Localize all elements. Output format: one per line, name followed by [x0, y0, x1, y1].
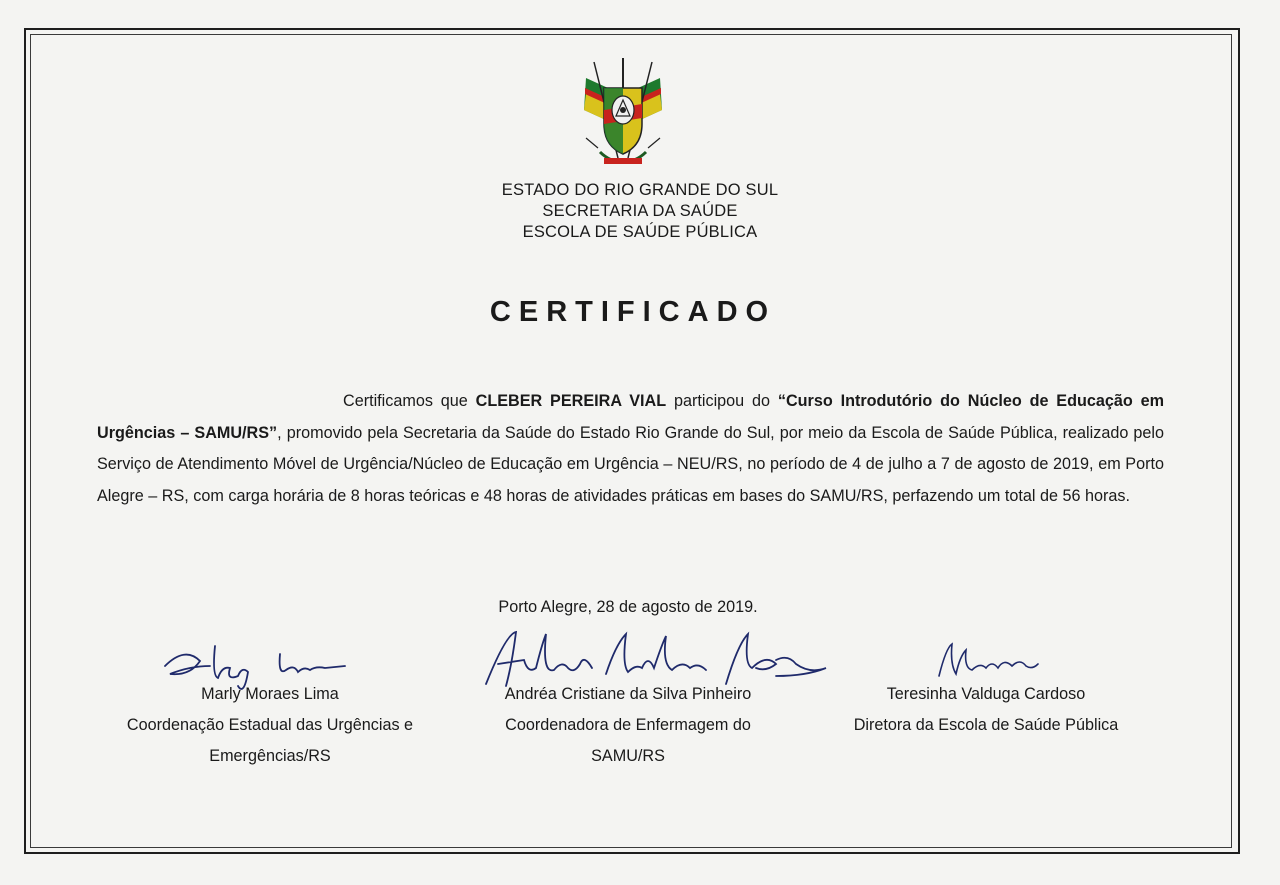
recipient-name: CLEBER PEREIRA VIAL: [475, 392, 667, 410]
institution-header: [0, 180, 1280, 243]
signatory-role-line1: Coordenadora de Enfermagem do: [505, 716, 751, 734]
certificate-body: [97, 386, 1164, 512]
place-date: Porto Alegre, 28 de agosto de 2019.: [498, 598, 758, 616]
signatory-marly: [100, 679, 440, 772]
body-intro: Certificamos que: [343, 392, 476, 410]
header-school: ESCOLA DE SAÚDE PÚBLICA: [522, 223, 758, 241]
signatory-name: Teresinha Valduga Cardoso: [886, 685, 1086, 703]
signatory-role-line1: Diretora da Escola de Saúde Pública: [853, 716, 1119, 734]
signatory-teresinha: [826, 679, 1146, 741]
signatory-role-line2: SAMU/RS: [591, 747, 665, 765]
signatory-name: Marly Moraes Lima: [201, 685, 339, 703]
coat-of-arms-icon: [578, 58, 668, 170]
body-participated: participou do: [666, 392, 778, 410]
signatory-role-line2: Emergências/RS: [209, 747, 331, 765]
body-details: , promovido pela Secretaria da Saúde do Estado Rio Grande do Sul, por meio da Escola de Saúde Pública, realizado pelo Serviço de Atendimento Móvel de Urgência/Núcleo de Educação em Urgência – NEU/RS, no período de 4 de julho a 7 de agosto de 2019, em Porto Alegre – RS, com carga horária de 8 horas teóricas e 48 horas de atividades práticas em bases do SAMU/RS, perfazendo um total de 56 horas.: [97, 423, 1164, 505]
signatory-name: Andréa Cristiane da Silva Pinheiro: [504, 685, 752, 703]
signatory-role-line1: Coordenação Estadual das Urgências e: [126, 716, 414, 734]
certificate-title: CERTIFICADO: [489, 296, 777, 328]
course-name: “Curso Introdutório do Núcleo de Educação em Urgências – SAMU/RS”: [97, 392, 1165, 442]
header-state: ESTADO DO RIO GRANDE DO SUL: [501, 181, 779, 199]
header-secretariat: SECRETARIA DA SAÚDE: [542, 202, 738, 220]
signatory-andrea: [468, 679, 788, 772]
